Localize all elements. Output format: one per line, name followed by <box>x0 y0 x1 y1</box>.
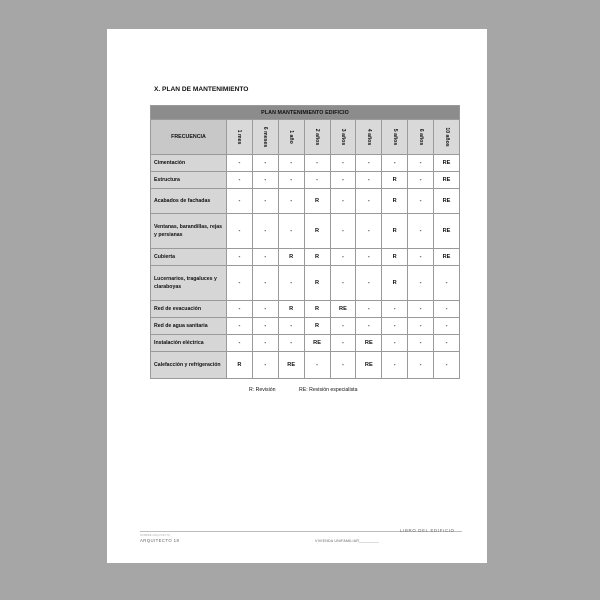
table-cell: - <box>278 214 304 249</box>
table-cell: - <box>252 301 278 318</box>
footer-project: VIVIENDA UNIFAMILIAR_________ <box>315 539 379 543</box>
table-row <box>151 266 460 301</box>
table-cell: - <box>330 352 356 379</box>
table-cell: - <box>252 266 278 301</box>
table-cell: R <box>278 249 304 266</box>
table-cell: - <box>408 214 434 249</box>
table-cell: - <box>382 352 408 379</box>
table-cell: RE <box>330 301 356 318</box>
table-cell: RE <box>278 352 304 379</box>
table-row <box>151 155 460 172</box>
row-label: Instalación eléctrica <box>151 335 227 352</box>
row-label: Cubierta <box>151 249 227 266</box>
table-cell: - <box>356 318 382 335</box>
table-cell: - <box>382 318 408 335</box>
table-cell: R <box>304 249 330 266</box>
table-cell: - <box>227 172 253 189</box>
table-cell: - <box>252 172 278 189</box>
period-label: 3 años <box>339 128 346 146</box>
table-cell: - <box>227 189 253 214</box>
period-label: 6 meses <box>262 126 269 148</box>
period-header <box>304 120 330 155</box>
table-cell: - <box>408 172 434 189</box>
table-row <box>151 214 460 249</box>
period-header-row <box>151 120 460 155</box>
table-cell: - <box>356 266 382 301</box>
table-cell: RE <box>434 155 460 172</box>
table-cell: - <box>252 335 278 352</box>
table-cell: R <box>382 214 408 249</box>
table-cell: - <box>408 352 434 379</box>
table-cell: - <box>434 318 460 335</box>
table-cell: RE <box>356 335 382 352</box>
table-cell: RE <box>356 352 382 379</box>
table-caption: PLAN MANTENIMIENTO EDIFICIO <box>151 106 460 120</box>
table-cell: - <box>330 266 356 301</box>
document-page <box>107 29 487 563</box>
table-cell: R <box>382 266 408 301</box>
maintenance-table <box>150 105 460 379</box>
table-cell: RE <box>434 172 460 189</box>
row-label: Estructura <box>151 172 227 189</box>
table-cell: - <box>278 189 304 214</box>
table-row <box>151 352 460 379</box>
row-label: Cimentación <box>151 155 227 172</box>
period-label: 10 años <box>443 127 450 147</box>
table-cell: - <box>227 249 253 266</box>
table-cell: - <box>356 249 382 266</box>
row-label: Calefacción y refrigeración <box>151 352 227 379</box>
row-label: Lucernarios, tragaluces y claraboyas <box>151 266 227 301</box>
table-cell: R <box>304 189 330 214</box>
table-cell: - <box>278 266 304 301</box>
table-cell: - <box>356 214 382 249</box>
table-cell: - <box>227 301 253 318</box>
table-cell: - <box>252 189 278 214</box>
frequency-header: FRECUENCIA <box>151 120 227 155</box>
table-cell: - <box>408 266 434 301</box>
table-row <box>151 335 460 352</box>
table-cell: - <box>434 335 460 352</box>
table-cell: R <box>304 214 330 249</box>
table-cell: - <box>278 155 304 172</box>
table-cell: - <box>408 249 434 266</box>
table-cell: - <box>252 155 278 172</box>
table-cell: - <box>304 172 330 189</box>
period-label: 2 años <box>314 128 321 146</box>
table-cell: R <box>304 266 330 301</box>
legend <box>249 387 358 393</box>
period-label: 4 años <box>365 128 372 146</box>
table-cell: R <box>278 301 304 318</box>
period-label: 1 mes <box>236 129 243 145</box>
table-cell: R <box>382 249 408 266</box>
row-label: Acabados de fachadas <box>151 189 227 214</box>
table-cell: - <box>382 155 408 172</box>
row-label: Red de evacuación <box>151 301 227 318</box>
table-cell: - <box>252 318 278 335</box>
legend-revision-especialista: RE: Revisión especialista <box>298 387 358 393</box>
period-label: 1 año <box>288 130 295 144</box>
period-header <box>434 120 460 155</box>
table-cell: - <box>382 335 408 352</box>
table-cell: - <box>227 214 253 249</box>
table-cell: RE <box>304 335 330 352</box>
footer-architect: ARQUITECTO 18 <box>140 538 180 543</box>
table-cell: - <box>227 155 253 172</box>
section-title: X. PLAN DE MANTENIMIENTO <box>154 86 249 93</box>
table-cell: R <box>382 189 408 214</box>
table-cell: - <box>408 301 434 318</box>
period-label: 6 años <box>417 128 424 146</box>
footer-small-text: NOMBRE ARQUITECTO <box>140 534 171 537</box>
table-cell: - <box>330 155 356 172</box>
table-cell: - <box>330 189 356 214</box>
table-row <box>151 318 460 335</box>
table-cell: - <box>278 335 304 352</box>
period-header <box>252 120 278 155</box>
table-cell: - <box>227 335 253 352</box>
table-cell: - <box>382 301 408 318</box>
table-cell: - <box>304 155 330 172</box>
row-label: Red de agua sanitaria <box>151 318 227 335</box>
period-header <box>356 120 382 155</box>
table-cell: - <box>408 318 434 335</box>
table-cell: - <box>330 249 356 266</box>
table-cell: - <box>227 318 253 335</box>
footer-book-title: LIBRO DEL EDIFICIO <box>400 528 455 533</box>
period-header <box>227 120 253 155</box>
period-header <box>278 120 304 155</box>
period-header <box>382 120 408 155</box>
table-cell: - <box>330 214 356 249</box>
legend-revision: R: Revisión <box>249 387 276 393</box>
period-label: 5 años <box>391 128 398 146</box>
table-cell: RE <box>434 249 460 266</box>
table-cell: - <box>434 301 460 318</box>
table-cell: - <box>356 172 382 189</box>
table-cell: - <box>304 352 330 379</box>
table-row <box>151 301 460 318</box>
row-label: Ventanas, barandillas, rejas y persianas <box>151 214 227 249</box>
table-cell: - <box>356 155 382 172</box>
table-cell: - <box>330 318 356 335</box>
table-row <box>151 189 460 214</box>
table-cell: - <box>356 301 382 318</box>
table-cell: - <box>278 172 304 189</box>
table-cell: - <box>278 318 304 335</box>
table-cell: - <box>356 189 382 214</box>
table-row <box>151 172 460 189</box>
table-cell: - <box>408 189 434 214</box>
table-cell: R <box>382 172 408 189</box>
table-cell: R <box>227 352 253 379</box>
table-body <box>151 155 460 379</box>
table-cell: R <box>304 301 330 318</box>
table-cell: RE <box>434 214 460 249</box>
table-cell: - <box>252 214 278 249</box>
table-cell: - <box>408 335 434 352</box>
table-cell: - <box>227 266 253 301</box>
period-header <box>330 120 356 155</box>
table-cell: - <box>252 249 278 266</box>
table-cell: - <box>252 352 278 379</box>
table-cell: - <box>408 155 434 172</box>
table-cell: RE <box>434 189 460 214</box>
table-cell: - <box>330 172 356 189</box>
table-cell: - <box>434 266 460 301</box>
period-header <box>408 120 434 155</box>
table-cell: - <box>330 335 356 352</box>
table-cell: - <box>434 352 460 379</box>
table-row <box>151 249 460 266</box>
table-cell: R <box>304 318 330 335</box>
